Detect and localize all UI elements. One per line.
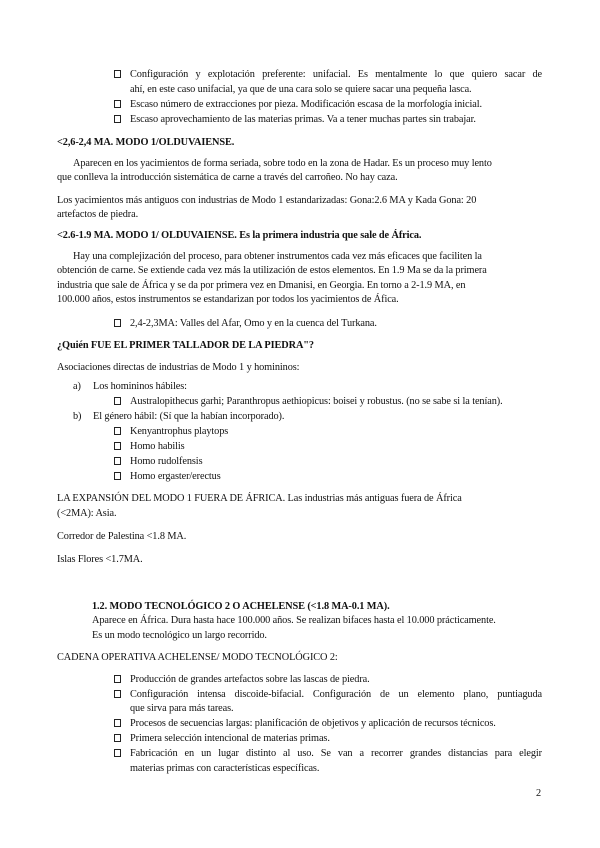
paragraph-line: Asociaciones directas de industrias de Modo 1 y homininos: xyxy=(57,362,300,373)
bullet-item: Escaso número de extracciones por pieza. Modificación escasa de la morfología inicial. xyxy=(114,99,482,111)
page-number: 2 xyxy=(536,788,542,799)
bullet-box-icon xyxy=(114,749,121,757)
bullet-item: Procesos de secuencias largas: planificación de objetivos y aplicación de recursos técnicos. xyxy=(114,718,496,730)
paragraph-line: Hay una complejización del proceso, para obtener instrumentos cada vez más eficaces que faciliten la xyxy=(73,251,482,262)
sub-bullet-item: Kenyantrophus playtops xyxy=(114,426,228,438)
bullet-continuation: ahí, en este caso unifacial, ya que de una cara solo se quiere sacar una pequeña lasca. xyxy=(130,84,472,95)
bullet-item: Fabricación en un lugar distinto al uso. Se van a recorrer grandes distancias para elegir xyxy=(114,748,542,760)
sub-bullet-item: Homo rudolfensis xyxy=(114,456,202,468)
bullet-box-icon xyxy=(114,457,121,465)
bullet-box-icon xyxy=(114,734,121,742)
paragraph-line: que conlleva la introducción sistemática de carne a través del carroñeo. No hay caza. xyxy=(57,172,398,183)
bullet-box-icon xyxy=(114,115,121,123)
paragraph-line: Es un modo tecnológico un largo recorrido. xyxy=(92,630,267,641)
list-item: b) El género hábil: (Sí que la habían incorporado). xyxy=(73,411,285,422)
paragraph-line: industria que sale de África y se da por primera vez en Dmanisi, en Georgia. En torno a 2-1.9 MA, en xyxy=(57,280,466,291)
bullet-continuation: materias primas con características específicas. xyxy=(130,763,320,774)
bullet-box-icon xyxy=(114,472,121,480)
paragraph-line: Islas Flores <1.7MA. xyxy=(57,554,143,565)
section-heading: CADENA OPERATIVA ACHELENSE/ MODO TECNOLÓGICO 2: xyxy=(57,652,338,663)
sub-bullet-item: Homo habilis xyxy=(114,441,185,453)
paragraph-line: LA EXPANSIÓN DEL MODO 1 FUERA DE ÁFRICA. Las industrias más antiguas fuera de África xyxy=(57,493,462,504)
bullet-item: Configuración y explotación preferente: unifacial. Es mentalmente lo que quiero sacar de xyxy=(114,69,542,81)
sub-bullet-item: Australopithecus garhi; Paranthropus aethiopicus: boisei y robustus. (no se sabe si la tenían). xyxy=(114,396,503,408)
bullet-item: Escaso aprovechamiento de las materias primas. Va a tener muchas partes sin trabajar. xyxy=(114,114,476,126)
paragraph-line: Aparece en África. Dura hasta hace 100.000 años. Se realizan bifaces hasta el 10.000 prácticamente. xyxy=(92,615,496,626)
paragraph-line: Aparecen en los yacimientos de forma seriada, sobre todo en la zona de Hadar. Es un proceso muy lento xyxy=(73,158,492,169)
bullet-item: 2,4-2,3MA: Valles del Afar, Omo y en la cuenca del Turkana. xyxy=(114,318,377,330)
paragraph-line: artefactos de piedra. xyxy=(57,209,139,220)
paragraph-line: 100.000 años, estos instrumentos se estandarizan por todos los yacimientos de Áfica. xyxy=(57,294,399,305)
section-heading: <2,6-2,4 MA. MODO 1/OLDUVAIENSE. xyxy=(57,137,235,148)
bullet-box-icon xyxy=(114,719,121,727)
paragraph-line: (<2MA): Asia. xyxy=(57,508,117,519)
section-heading: ¿Quién FUE EL PRIMER TALLADOR DE LA PIEDRA"? xyxy=(57,340,314,351)
bullet-box-icon xyxy=(114,397,121,405)
section-heading: <2.6-1.9 MA. MODO 1/ OLDUVAIENSE. Es la primera industria que sale de África. xyxy=(57,230,422,241)
bullet-box-icon xyxy=(114,427,121,435)
bullet-box-icon xyxy=(114,70,121,78)
paragraph-line: Corredor de Palestina <1.8 MA. xyxy=(57,531,187,542)
bullet-box-icon xyxy=(114,675,121,683)
paragraph-line: Los yacimientos más antiguos con industrias de Modo 1 estandarizadas: Gona:2.6 MA y Kada Gona: 20 xyxy=(57,195,477,206)
bullet-item: Primera selección intencional de materias primas. xyxy=(114,733,330,745)
bullet-box-icon xyxy=(114,442,121,450)
bullet-box-icon xyxy=(114,319,121,327)
bullet-continuation: que sirva para más tareas. xyxy=(130,703,234,714)
bullet-box-icon xyxy=(114,690,121,698)
bullet-box-icon xyxy=(114,100,121,108)
paragraph-line: obtención de carne. Se extiende cada vez más la utilización de estos elementos. En 1.9 Ma se da la primera xyxy=(57,265,487,276)
section-heading: 1.2. MODO TECNOLÓGICO 2 O ACHELENSE (<1.8 MA-0.1 MA). xyxy=(92,601,390,612)
list-item: a) Los homininos hábiles: xyxy=(73,381,187,392)
bullet-item: Producción de grandes artefactos sobre las lascas de piedra. xyxy=(114,674,370,686)
sub-bullet-item: Homo ergaster/erectus xyxy=(114,471,221,483)
bullet-item: Configuración intensa discoide-bifacial. Configuración de un elemento plano, puntiaguda xyxy=(114,689,542,701)
